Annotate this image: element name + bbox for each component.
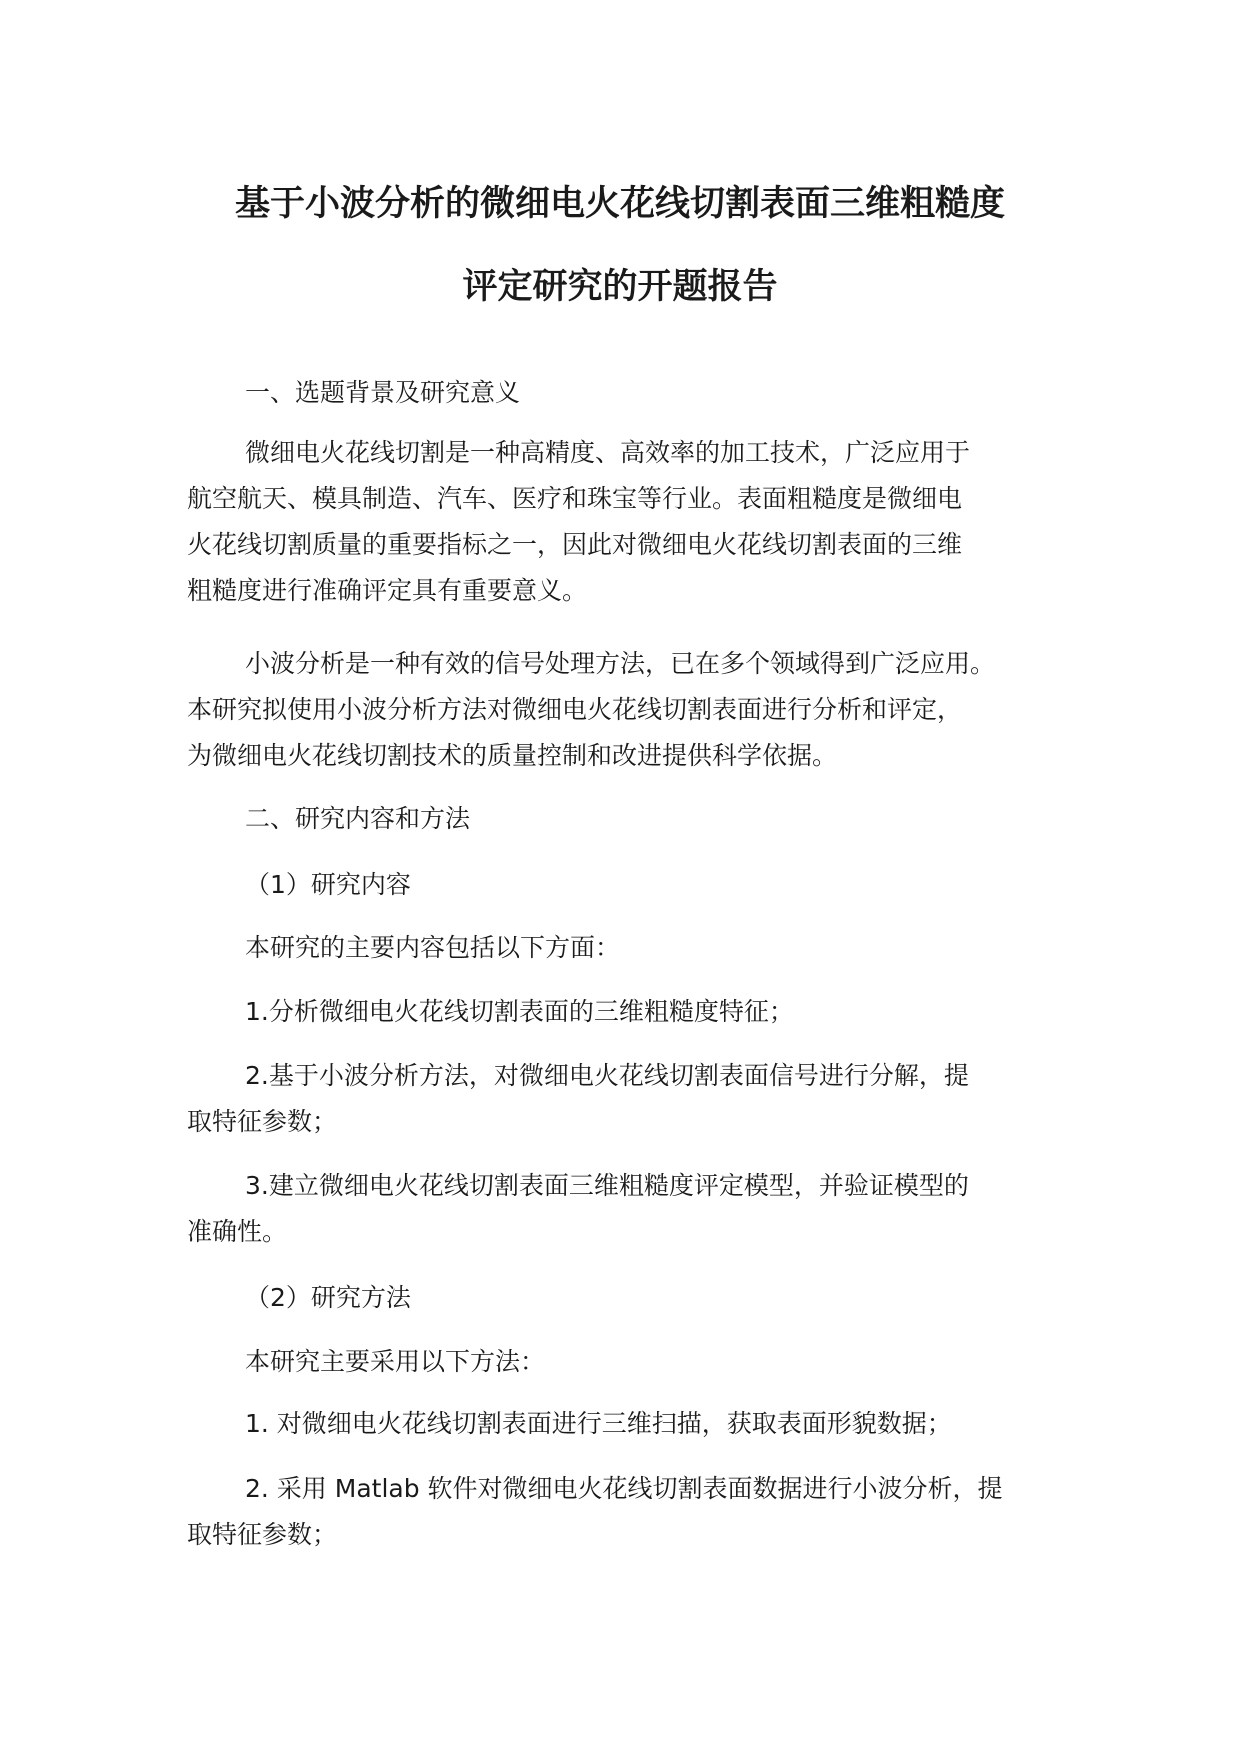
text-line: 二、研究内容和方法 <box>245 804 471 833</box>
list-item-content-1 <box>187 989 1067 1035</box>
list-item-method-1 <box>187 1401 1067 1447</box>
text-line: 1. 对微细电火花线切割表面进行三维扫描，获取表面形貌数据； <box>245 1409 952 1438</box>
text-line: 火花线切割质量的重要指标之一，因此对微细电火花线切割表面的三维 <box>187 530 963 559</box>
paragraph-content-intro <box>187 925 1067 971</box>
text-line: 为微细电火花线切割技术的质量控制和改进提供科学依据。 <box>187 741 838 770</box>
text-line: 2. 采用 Matlab 软件对微细电火花线切割表面数据进行小波分析，提 <box>245 1474 1003 1503</box>
text-line: 一、选题背景及研究意义 <box>245 378 521 407</box>
text-line: 1.分析微细电火花线切割表面的三维粗糙度特征； <box>245 997 794 1026</box>
text-line: 粗糙度进行准确评定具有重要意义。 <box>187 576 588 605</box>
paragraph-methods-intro <box>187 1339 1067 1385</box>
text-line: 2.基于小波分析方法，对微细电火花线切割表面信号进行分解，提 <box>245 1061 969 1090</box>
list-item-method-2 <box>187 1466 1067 1558</box>
text-line: 航空航天、模具制造、汽车、医疗和珠宝等行业。表面粗糙度是微细电 <box>187 484 963 513</box>
text-line: 本研究拟使用小波分析方法对微细电火花线切割表面进行分析和评定， <box>187 695 963 724</box>
list-item-content-3 <box>187 1163 1067 1255</box>
section-heading-background <box>187 370 1067 416</box>
document-title-line-1: 基于小波分析的微细电火花线切割表面三维粗糙度 <box>234 184 1005 224</box>
text-line: 取特征参数； <box>187 1520 338 1549</box>
text-line: （1）研究内容 <box>245 870 411 899</box>
text-line: 本研究的主要内容包括以下方面： <box>245 933 621 962</box>
subheading-research-content <box>187 862 1067 908</box>
text-line: 小波分析是一种有效的信号处理方法，已在多个领域得到广泛应用。 <box>245 649 996 678</box>
document-title-line-2: 评定研究的开题报告 <box>462 267 778 307</box>
text-line: （2）研究方法 <box>245 1283 411 1312</box>
text-line: 准确性。 <box>187 1217 288 1246</box>
section-heading-content-methods <box>187 796 1067 842</box>
paragraph-wavelet <box>187 641 1067 779</box>
text-line: 微细电火花线切割是一种高精度、高效率的加工技术，广泛应用于 <box>245 438 971 467</box>
subheading-research-methods <box>187 1275 1067 1321</box>
list-item-content-2 <box>187 1053 1067 1145</box>
text-line: 3.建立微细电火花线切割表面三维粗糙度评定模型，并验证模型的 <box>245 1171 969 1200</box>
paragraph-background <box>187 430 1067 614</box>
text-line: 本研究主要采用以下方法： <box>245 1347 546 1376</box>
text-line: 取特征参数； <box>187 1107 338 1136</box>
